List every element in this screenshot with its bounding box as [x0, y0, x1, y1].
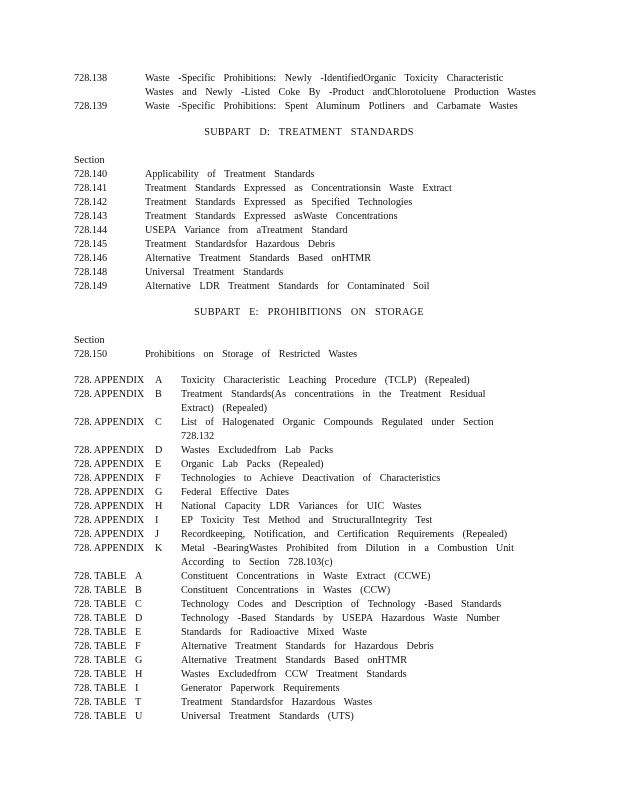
appendix-title: Federal Effective Dates [181, 487, 289, 498]
table-letter: A [135, 571, 143, 582]
section-number: 728.148 [74, 267, 108, 278]
appendix-title: Extract) (Repealed) [181, 403, 268, 414]
table-prefix: 728. TABLE [74, 585, 127, 596]
appendix-prefix: 728. APPENDIX [74, 389, 145, 400]
table-letter: B [135, 585, 142, 596]
appendix-prefix: 728. APPENDIX [74, 487, 145, 498]
table-letter: G [135, 655, 143, 666]
table-letter: E [135, 627, 142, 638]
appendix-letter: D [155, 445, 163, 456]
appendix-letter: H [155, 501, 163, 512]
appendix-letter: A [155, 375, 163, 386]
section-number: 728.150 [74, 349, 108, 360]
table-title: Constituent Concentrations in Waste Extract (CCWE) [181, 571, 431, 582]
section-title: Treatment Standards Expressed as Concentrationsin Waste Extract [145, 183, 452, 194]
appendix-prefix: 728. APPENDIX [74, 543, 145, 554]
appendix-letter: G [155, 487, 163, 498]
section-number: 728.149 [74, 281, 108, 292]
table-title: Alternative Treatment Standards Based onHTMR [181, 655, 408, 666]
appendix-letter: J [155, 529, 159, 540]
section-number: 728.142 [74, 197, 108, 208]
section-column-label: Section [74, 335, 105, 346]
section-number: 728.141 [74, 183, 108, 194]
section-number: 728.139 [74, 101, 108, 112]
appendix-title: EP Toxicity Test Method and StructuralIntegrity Test [181, 515, 433, 526]
section-title-line: Waste -Specific Prohibitions: Newly -IdentifiedOrganic Toxicity Characteristic [145, 73, 504, 84]
section-number: 728.145 [74, 239, 108, 250]
section-number: 728.138 [74, 73, 108, 84]
subpart-e-heading: SUBPART E: PROHIBITIONS ON STORAGE [194, 307, 424, 318]
appendix-title: Metal -BearingWastes Prohibited from Dilution in a Combustion Unit [181, 543, 514, 554]
appendix-title: According to Section 728.103(c) [181, 557, 333, 568]
section-title: Universal Treatment Standards [145, 267, 284, 278]
section-number: 728.140 [74, 169, 108, 180]
section-title: Treatment Standardsfor Hazardous Debris [145, 239, 335, 250]
section-number: 728.143 [74, 211, 108, 222]
table-letter: I [135, 683, 139, 694]
section-title: Treatment Standards Expressed as Specified Technologies [145, 197, 413, 208]
appendix-title: Recordkeeping, Notification, and Certification Requirements (Repealed) [181, 529, 508, 540]
section-title: Alternative LDR Treatment Standards for Contaminated Soil [145, 281, 430, 292]
table-title: Constituent Concentrations in Wastes (CCW) [181, 585, 391, 596]
table-prefix: 728. TABLE [74, 669, 127, 680]
table-prefix: 728. TABLE [74, 627, 127, 638]
table-title: Technology -Based Standards by USEPA Hazardous Waste Number [181, 613, 500, 624]
table-letter: D [135, 613, 143, 624]
appendix-title: Wastes Excludedfrom Lab Packs [181, 445, 334, 456]
section-title: Applicability of Treatment Standards [145, 169, 315, 180]
table-letter: U [135, 711, 143, 722]
appendix-prefix: 728. APPENDIX [74, 459, 145, 470]
table-prefix: 728. TABLE [74, 711, 127, 722]
appendix-title: Treatment Standards(As concentrations in the Treatment Residual [181, 389, 486, 400]
section-number: 728.146 [74, 253, 108, 264]
appendix-letter: B [155, 389, 162, 400]
appendix-title: Technologies to Achieve Deactivation of Characteristics [181, 473, 441, 484]
table-letter: C [135, 599, 142, 610]
appendix-title: National Capacity LDR Variances for UIC Wastes [181, 501, 422, 512]
table-prefix: 728. TABLE [74, 641, 127, 652]
section-title: Treatment Standards Expressed asWaste Concentrations [145, 211, 398, 222]
section-title-line: Wastes and Newly -Listed Coke By -Product andChlorotoluene Production Wastes [145, 87, 536, 98]
section-column-label: Section [74, 155, 105, 166]
appendix-prefix: 728. APPENDIX [74, 473, 145, 484]
table-title: Treatment Standardsfor Hazardous Wastes [181, 697, 373, 708]
appendix-letter: C [155, 417, 162, 428]
table-title: Alternative Treatment Standards for Hazardous Debris [181, 641, 434, 652]
table-prefix: 728. TABLE [74, 655, 127, 666]
appendix-prefix: 728. APPENDIX [74, 445, 145, 456]
appendix-letter: I [155, 515, 159, 526]
appendix-letter: E [155, 459, 162, 470]
appendix-title: Organic Lab Packs (Repealed) [181, 459, 324, 470]
subpart-d-heading: SUBPART D: TREATMENT STANDARDS [204, 127, 414, 138]
table-prefix: 728. TABLE [74, 683, 127, 694]
appendix-title: Toxicity Characteristic Leaching Procedure (TCLP) (Repealed) [181, 375, 470, 386]
appendix-prefix: 728. APPENDIX [74, 501, 145, 512]
section-title-line: Waste -Specific Prohibitions: Spent Aluminum Potliners and Carbamate Wastes [145, 101, 518, 112]
table-prefix: 728. TABLE [74, 613, 127, 624]
appendix-letter: K [155, 543, 163, 554]
section-number: 728.144 [74, 225, 108, 236]
table-letter: F [135, 641, 141, 652]
appendix-prefix: 728. APPENDIX [74, 417, 145, 428]
table-title: Universal Treatment Standards (UTS) [181, 711, 354, 722]
table-title: Technology Codes and Description of Technology -Based Standards [181, 599, 502, 610]
appendix-title: 728.132 [181, 431, 215, 442]
table-title: Standards for Radioactive Mixed Waste [181, 627, 367, 638]
table-title: Generator Paperwork Requirements [181, 683, 340, 694]
appendix-letter: F [155, 473, 161, 484]
table-title: Wastes Excludedfrom CCW Treatment Standards [181, 669, 407, 680]
table-prefix: 728. TABLE [74, 599, 127, 610]
appendix-prefix: 728. APPENDIX [74, 515, 145, 526]
appendix-prefix: 728. APPENDIX [74, 375, 145, 386]
section-title: Alternative Treatment Standards Based onHTMR [145, 253, 372, 264]
table-letter: H [135, 669, 143, 680]
section-title: Prohibitions on Storage of Restricted Wastes [145, 349, 358, 360]
section-title: USEPA Variance from aTreatment Standard [145, 225, 348, 236]
table-letter: T [135, 697, 142, 708]
table-prefix: 728. TABLE [74, 697, 127, 708]
appendix-title: List of Halogenated Organic Compounds Regulated under Section [181, 417, 494, 428]
appendix-prefix: 728. APPENDIX [74, 529, 145, 540]
table-prefix: 728. TABLE [74, 571, 127, 582]
